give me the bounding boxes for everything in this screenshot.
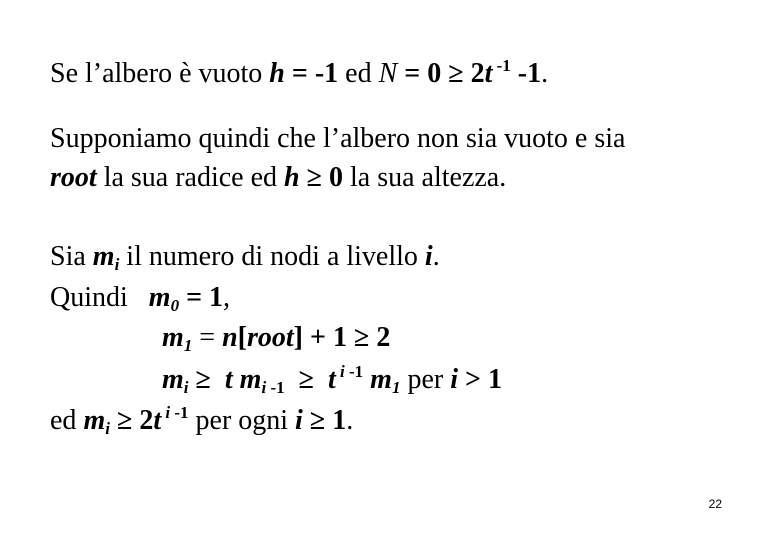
line-m1 — [162, 322, 390, 354]
subscript: i — [261, 378, 271, 397]
exponent: -1 — [170, 403, 189, 422]
var-t: t — [484, 58, 493, 89]
bracket: [ — [237, 322, 247, 353]
var-m: m — [83, 405, 106, 436]
line-m0 — [50, 282, 230, 314]
exponent: i — [161, 403, 171, 422]
text: Se l’albero è vuoto — [50, 58, 270, 89]
text: per ogni — [188, 405, 296, 436]
var-m: m — [162, 322, 184, 353]
subscript: -1 — [270, 378, 285, 397]
text: , — [223, 282, 231, 313]
line-conclusion — [50, 405, 353, 437]
subscript: 1 — [391, 378, 401, 397]
subscript: 0 — [170, 296, 180, 315]
page-number: 22 — [708, 497, 722, 511]
var-h: h — [284, 162, 300, 193]
text: . — [432, 241, 440, 272]
var-i: i — [450, 364, 458, 395]
equation: ≥ 2 — [109, 405, 154, 436]
subscript: 1 — [183, 336, 193, 355]
var-h: h — [269, 58, 285, 89]
var-i: i — [295, 405, 303, 436]
var-m: m — [92, 241, 115, 272]
var-N: N — [378, 58, 398, 89]
equation: = -1 — [284, 58, 339, 89]
equation: -1 — [510, 58, 542, 89]
subscript: i — [183, 378, 189, 397]
line-nonempty: Supponiamo quindi che l’albero non sia vuoto e sia — [50, 123, 626, 154]
text: la sua radice ed — [96, 162, 285, 193]
equation: ≥ 1 — [302, 405, 347, 436]
text: per — [400, 364, 451, 395]
text: Quindi — [50, 282, 149, 313]
equation: = 0 ≥ 2 — [397, 58, 485, 89]
text: Sia — [50, 241, 93, 272]
var-i: i — [424, 241, 433, 272]
exponent: -1 — [344, 362, 364, 381]
equation: ≥ — [284, 364, 328, 395]
var-m: m — [148, 282, 171, 313]
var-m: m — [162, 364, 184, 395]
var-n: n — [222, 322, 238, 353]
subscript: i — [105, 419, 110, 438]
text: . — [541, 58, 549, 89]
equation: ≥ 0 — [299, 162, 343, 193]
equation: = — [192, 322, 223, 353]
var-t: t — [327, 364, 336, 395]
exponent: -1 — [492, 56, 511, 75]
text: . — [346, 405, 354, 436]
line-mi-bound — [162, 364, 502, 396]
var-t-m: t m — [224, 364, 262, 395]
var-t: t — [153, 405, 162, 436]
equation: ] + 1 ≥ 2 — [293, 322, 391, 353]
line-empty-tree — [50, 58, 548, 90]
var-root: root — [50, 162, 97, 193]
line-level-count — [50, 241, 440, 273]
exponent: i — [335, 362, 345, 381]
text: ed — [50, 405, 84, 436]
var-root: root — [246, 322, 294, 353]
line-root-height — [50, 162, 506, 194]
equation: > 1 — [458, 364, 502, 395]
subscript: i — [114, 255, 120, 274]
text: il numero di nodi a livello — [119, 241, 425, 272]
var-m: m — [363, 364, 392, 395]
text: ed — [338, 58, 379, 89]
equation: ≥ — [188, 364, 225, 395]
equation: = 1 — [179, 282, 224, 313]
text: la sua altezza. — [343, 162, 507, 193]
